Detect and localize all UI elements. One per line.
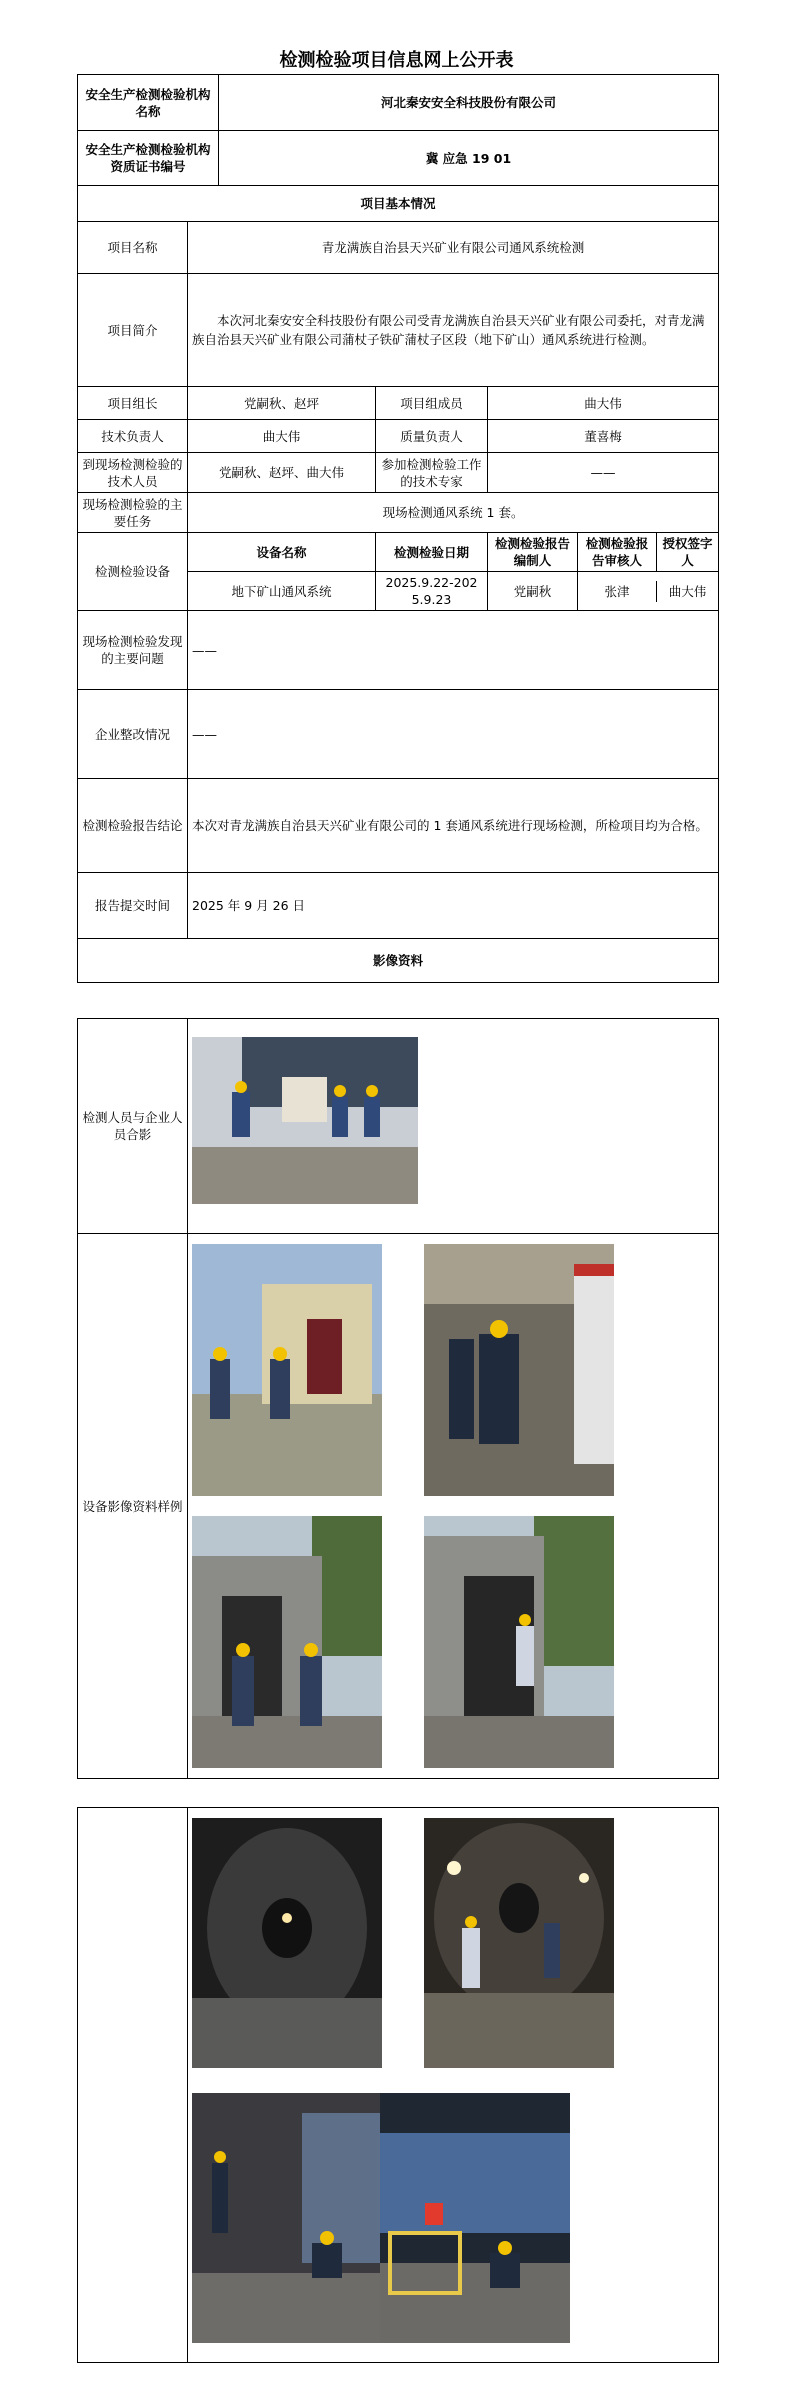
expert-value: —— [488,453,719,493]
onsite-label: 到现场检测检验的技术人员 [78,453,188,493]
quality-value: 董喜梅 [488,420,719,453]
equip-header-group [578,533,719,572]
conclusion-label: 检测检验报告结论 [78,779,188,873]
page-title: 检测检验项目信息网上公开表 [279,50,514,71]
tunnel-photo-2 [424,1818,614,2068]
equip-room-photo-2 [380,2093,570,2343]
section-images: 影像资料 [78,939,719,983]
date-value: 2025 年 9 月 26 日 [188,873,719,939]
image-table-1 [77,1018,719,1779]
info-table [77,74,719,222]
onsite-value: 党嗣秋、赵坪、曲大伟 [188,453,376,493]
equip-header-name: 设备名称 [188,533,376,572]
equip-header-author: 检测检验报告编制人 [488,533,578,572]
equip-room-photo-1 [192,2093,382,2343]
leader-label: 项目组长 [78,387,188,420]
member-value: 曲大伟 [488,387,719,420]
intro-label: 项目简介 [78,274,188,387]
date-label: 报告提交时间 [78,873,188,939]
equip-header-signer: 授权签字人 [662,536,713,568]
problem-value: —— [188,611,719,690]
group-photo-label: 检测人员与企业人员合影 [78,1019,188,1234]
equip-header-date: 检测检验日期 [376,533,488,572]
equip-photo-label: 设备影像资料样例 [78,1234,188,1779]
section-basic: 项目基本情况 [78,186,719,222]
org-name-label: 安全生产检测检验机构名称 [78,75,219,131]
equip-photo-4 [424,1516,614,1768]
org-name-value: 河北秦安安全科技股份有限公司 [219,75,719,131]
image-table-2 [77,1807,719,2363]
tunnel-photo-1 [192,1818,382,2068]
underground-photo-cell [188,1808,719,2363]
leader-value: 党嗣秋、赵坪 [188,387,376,420]
group-photo-cell [188,1019,719,1234]
cert-label: 安全生产检测检验机构资质证书编号 [78,131,219,186]
rectify-label: 企业整改情况 [78,690,188,779]
expert-label: 参加检测检验工作的技术专家 [376,453,488,493]
tech-value: 曲大伟 [188,420,376,453]
equip-row-group [578,572,719,611]
task-label: 现场检测检验的主要任务 [78,493,188,533]
equip-author: 党嗣秋 [488,572,578,611]
equip-photo-cell [188,1234,719,1779]
project-name: 青龙满族自治县天兴矿业有限公司通风系统检测 [188,222,719,274]
equip-photo-3 [192,1516,382,1768]
equip-photo-1 [192,1244,382,1496]
basic-table [77,221,719,983]
member-label: 项目组成员 [376,387,488,420]
equip-photo-2 [424,1244,614,1496]
project-name-label: 项目名称 [78,222,188,274]
rectify-value: —— [188,690,719,779]
task-value: 现场检测通风系统 1 套。 [188,493,719,533]
equip-reviewer: 张津 [578,581,657,602]
equip-header-reviewer: 检测检验报告审核人 [578,533,657,571]
equip-signer: 曲大伟 [668,583,707,599]
equip-name: 地下矿山通风系统 [188,572,376,611]
quality-label: 质量负责人 [376,420,488,453]
equip-date: 2025.9.22-2025.9.23 [376,572,488,611]
project-intro: 本次河北秦安安全科技股份有限公司受青龙满族自治县天兴矿业有限公司委托，对青龙满族自治县天兴矿业有限公司蒲杖子铁矿蒲杖子区段（地下矿山）通风系统进行检测。 [188,274,719,387]
group-photo [192,1037,418,1204]
equip-label: 检测检验设备 [78,533,188,611]
cert-value: 冀 应急 19 01 [219,131,719,186]
underground-photo-label [78,1808,188,2363]
conclusion-value: 本次对青龙满族自治县天兴矿业有限公司的 1 套通风系统进行现场检测，所检项目均为合格。 [188,779,719,873]
tech-label: 技术负责人 [78,420,188,453]
problem-label: 现场检测检验发现的主要问题 [78,611,188,690]
